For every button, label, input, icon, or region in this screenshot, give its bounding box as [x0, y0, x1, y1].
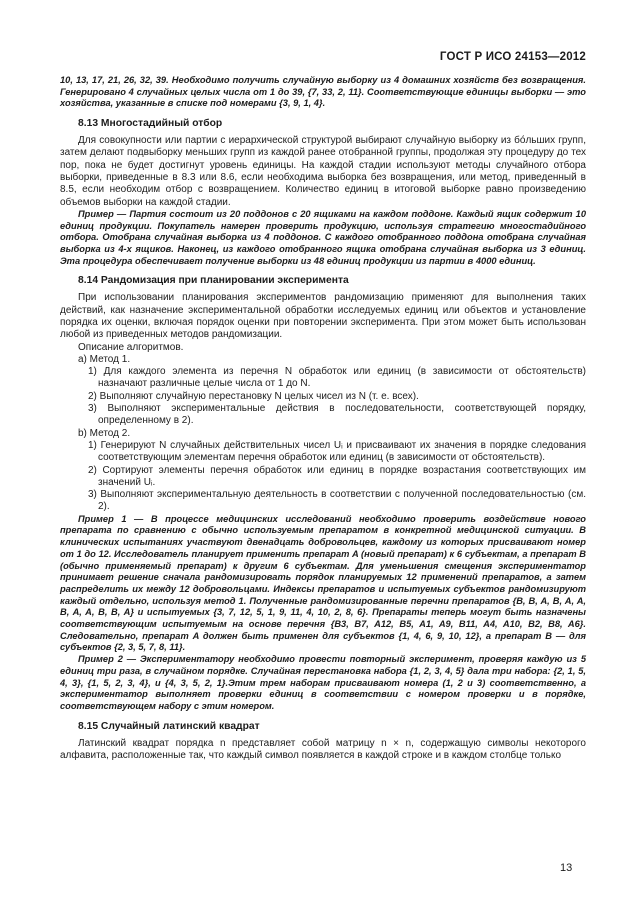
method-1-step-2: 2) Выполняют случайную перестановку N целых чисел из N (т. е. всех).	[88, 390, 419, 402]
page-number: 13	[560, 862, 573, 874]
section-8-14-example-2: Пример 2 — Экспериментатору необходимо провести повторный эксперимент, проверяя каждую из 5 единиц три раза, в случайном порядке. Случайная перестановка набора {1, 2, 3, 4, 5} дала три набора: {2, 1, 5, 4, 3}, {1, 5, 2, 3, 4}, и {4, 3, 5, 2, 1}.Этим трем наборам присваивают номера (1, 2 и 3) соответственно, а экспериментатор выполняет проверки единиц в соответствии с номером проверки и в порядке, соответствующем набору с этим номером.	[60, 654, 586, 711]
section-8-15-paragraph: Латинский квадрат порядка n представляет собой матрицу n × n, содержащую символы некоторого алфавита, расположенные так, что каждый символ появляется в каждой строке и в каждом столбце только	[60, 737, 586, 761]
standard-code-header: ГОСТ Р ИСО 24153—2012	[439, 51, 586, 63]
method-1-label: a) Метод 1.	[78, 353, 131, 365]
section-8-14-heading: 8.14 Рандомизация при планировании эксперимента	[78, 275, 349, 287]
method-2-step-2: 2) Сортируют элементы перечня обработок или единиц в порядке возрастания соответствующих им значений Uᵢ.	[88, 464, 586, 488]
section-8-13-example: Пример — Партия состоит из 20 поддонов с 20 ящиками на каждом поддоне. Каждый ящик содержит 10 единиц продукции. Покупатель намерен проверить продукцию, используя стратегию многостадийного отбора. Отобрана случайная выборка из 4 поддонов. С каждого отобранного поддона отобрана случайная выборка из 4-х ящиков. Наконец, из каждого отобранного ящика отобрана случайная выборка из 3 единиц. Эта процедура обеспечивает получение выборки из 48 единиц продукции из партии в 4000 единиц.	[60, 208, 586, 266]
method-1-step-1: 1) Для каждого элемента из перечня N обработок или единиц (в зависимости от обстоятельств) назначают различные целые числа от 1 до N.	[88, 366, 586, 390]
method-2-label: b) Метод 2.	[78, 427, 131, 439]
section-8-13-heading: 8.13 Многостадийный отбор	[78, 118, 223, 130]
section-8-15-heading: 8.15 Случайный латинский квадрат	[78, 720, 260, 732]
section-8-13-paragraph: Для совокупности или партии с иерархической структурой выбирают случайную выборку из бо́льших групп, затем делают подвыборку меньших групп из каждой ранее отобранной группы, продолжая эту процедуру до тех пор, пока не будет достигнут уровень единицы. На каждой стадии используют методы случайного отбора выборки, приведенные в 8.3 или 8.6, если необходима выборка без возвращения, или метод, приведенный в 8.5, если необходим отбор с возвращением. Количество единиц в итоговой выборке равно произведению объемов выборки на каждой стадии.	[60, 135, 586, 208]
section-8-14-example-1: Пример 1 — В процессе медицинских исследований необходимо проверить воздействие нового препарата по сравнению с обычно используемым препаратом в конкретной медицинской ситуации. В клинических испытаниях участвуют двенадцать добровольцев, каждому из которых присваивают номер от 1 до 12. Исследователь планирует применить препарат A (новый препарат) к 6 субъектам, а препарат B (обычно применяемый препарат) к другим 6 субъектам. Для уменьшения смещения экспериментатор принимает решение сначала рандомизировать порядок планируемых 12 применений препаратов, а затем распределить их между 12 добровольцами. Индексы препаратов и испытуемых субъектов рандомизируют каждый отдельно, используя метод 1. Полученные рандомизированные перечни препаратов {B, B, A, B, A, A, B, A, A, B, B, A} и испытуемых {3, 7, 12, 5, 1, 9, 11, 4, 10, 2, 8, 6}. Препараты теперь могут быть назначены соответствующим испытуемым на основе перечня {B3, B7, A12, B5, A1, A9, B11, A4, A10, B2, B8, A6}. Следовательно, препарат A должен быть применен для субъектов {1, 4, 6, 9, 10, 12}, а препарат B — для субъектов {2, 3, 5, 7, 8, 11}.	[60, 513, 586, 653]
method-2-step-3: 3) Выполняют экспериментальную деятельность в соответствии с полученной последовательностью (см. 2).	[88, 489, 586, 513]
section-8-14-paragraph: При использовании планирования экспериментов рандомизацию применяют для выполнения таких действий, как назначение экспериментальной обработки исследуемых единиц или объектов и установление порядка их оценки, включая порядок оценки при повторении эксперимента. При этом может быть использован любой из приведенных методов рандомизации.	[60, 292, 586, 341]
document-body	[60, 75, 586, 762]
intro-note: 10, 13, 17, 21, 26, 32, 39. Необходимо получить случайную выборку из 4 домашних хозяйств без возвращения. Генерировано 4 случайных целых числа от 1 до 39, {7, 33, 2, 11}. Соответствующие единицы выборки — это хозяйства, указанные в списке под номерами {3, 9, 1, 4}.	[60, 75, 586, 109]
method-1-step-3: 3) Выполняют экспериментальные действия в последовательности, соответствующей порядку, определенному в 2).	[88, 403, 586, 427]
algorithms-label: Описание алгоритмов.	[78, 341, 184, 353]
method-2-step-1: 1) Генерируют N случайных действительных чисел Uᵢ и присваивают их значения в порядке следования соответствующим элементам перечня обработок или единиц (в зависимости от обстоятельств).	[88, 439, 586, 464]
